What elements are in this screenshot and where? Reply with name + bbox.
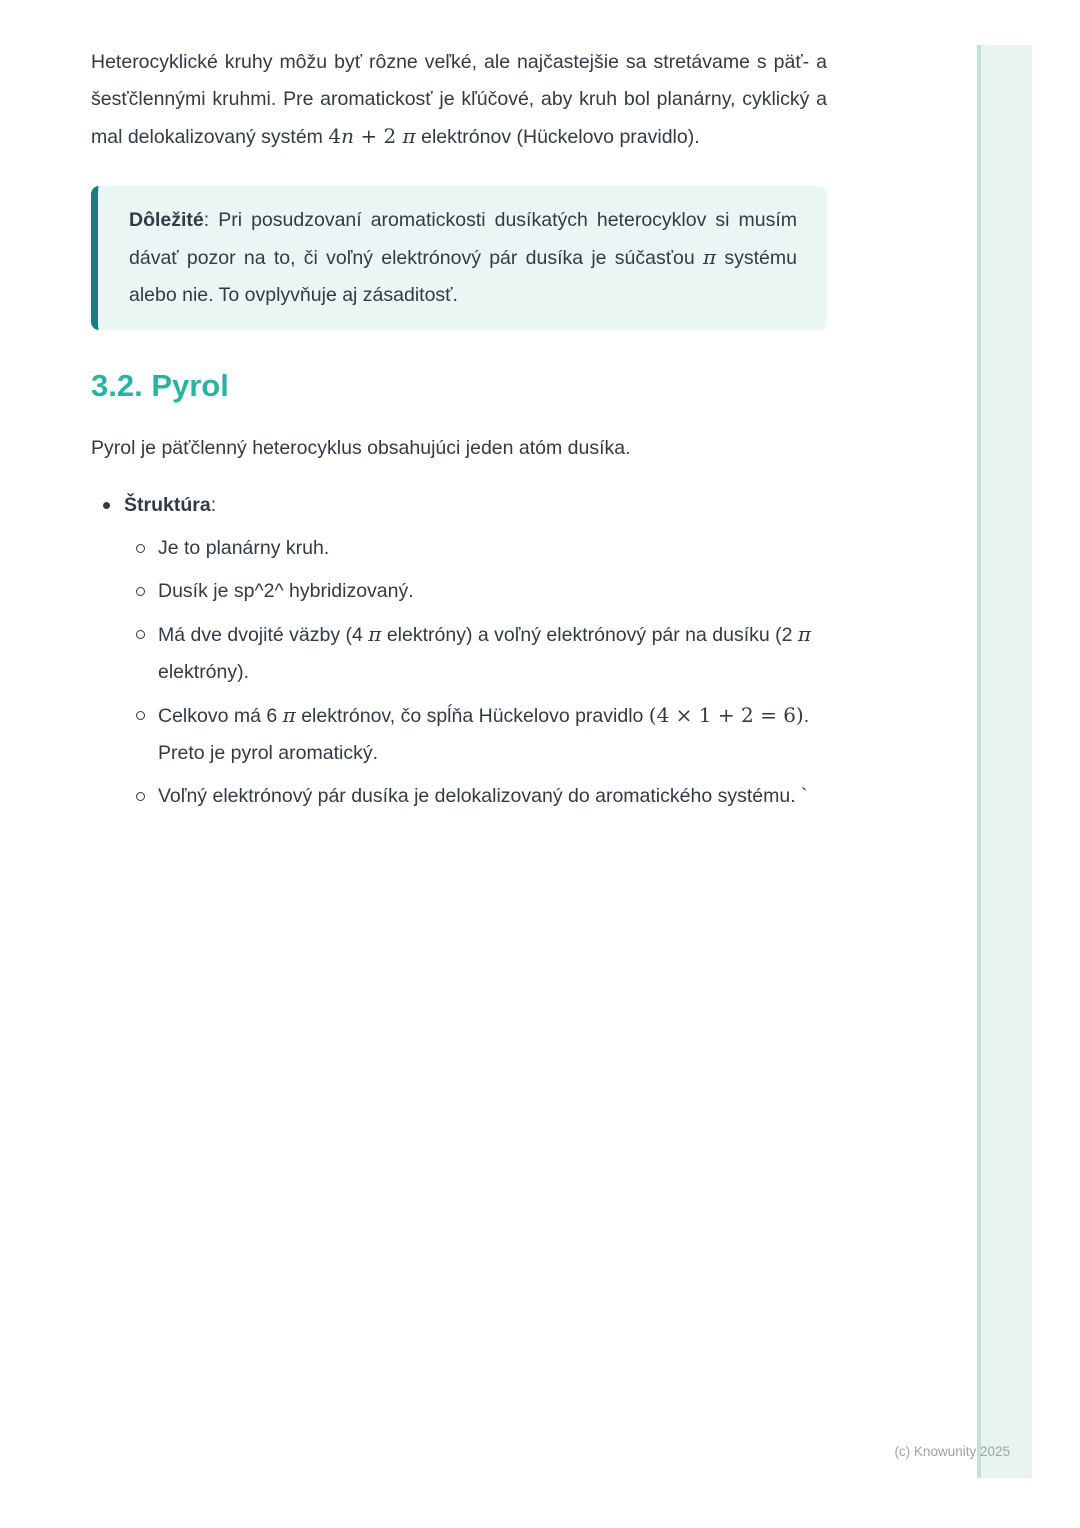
list-subitem-text: [158, 705, 809, 764]
side-accent-bar: [977, 45, 1032, 1478]
circle-bullet-icon: [136, 587, 145, 596]
text-segment: systému alebo nie. To ovplyvňuje aj zásaditosť.: [129, 247, 797, 306]
list-subitem-text: [158, 624, 811, 683]
text-segment: π: [282, 703, 296, 727]
list-subitem: [91, 530, 827, 567]
circle-bullet-icon: [136, 544, 145, 553]
intro-paragraph: [91, 44, 827, 156]
text-segment: 4: [328, 124, 342, 148]
circle-bullet-icon: [136, 792, 145, 801]
text-segment: + 2: [353, 124, 403, 148]
pyrol-paragraph: Pyrol je päťčlenný heterocyklus obsahujúci jeden atóm dusíka.: [91, 437, 631, 459]
list-subitem: [91, 778, 827, 815]
list-subitem-text: [158, 580, 414, 602]
text-segment: Má dve dvojité väzby (4: [158, 624, 369, 646]
list-subitem: [91, 697, 827, 772]
text-segment: : Pri posudzovaní aromatickosti dusíkatých heterocyklov si musím dávať pozor na to, či voľný elektrónový pár dusíka je súčasťou: [129, 209, 797, 269]
callout-text: [129, 202, 797, 314]
text-segment: Celkovo má 6: [158, 705, 283, 727]
list-item-structure: [91, 487, 827, 524]
list-item-text: [124, 494, 216, 516]
text-segment: Voľný elektrónový pár dusíka je delokalizovaný do aromatického systému. `: [158, 785, 808, 807]
text-segment: elektrónov, čo spĺňa Hückelovo pravidlo: [295, 705, 649, 727]
text-segment: elektróny).: [158, 661, 250, 683]
bullet-icon: [103, 502, 110, 509]
section-heading: 3.2. Pyrol: [91, 368, 229, 403]
structure-list: [91, 487, 827, 815]
list-subitem-text: [158, 537, 329, 559]
footer-credit: (c) Knowunity 2025: [894, 1444, 1010, 1459]
list-subitem: [91, 573, 827, 610]
text-segment: . Preto je pyrol aromatický.: [158, 705, 810, 764]
text-segment: π: [368, 622, 382, 646]
text-segment: Dusík je sp^2^ hybridizovaný.: [158, 580, 414, 602]
text-segment: (4 × 1 + 2 = 6): [648, 703, 804, 727]
text-segment: elektrónov (Hückelovo pravidlo).: [415, 126, 700, 148]
list-subitem: [91, 616, 827, 691]
list-subitem-text: [158, 785, 808, 807]
text-segment: π: [702, 245, 717, 269]
text-segment: π: [402, 124, 416, 148]
circle-bullet-icon: [136, 630, 145, 639]
important-callout: [91, 186, 827, 330]
text-segment: n: [341, 124, 354, 148]
text-segment: :: [210, 494, 217, 516]
text-segment: Dôležité: [129, 209, 204, 231]
text-segment: Heterocyklické kruhy môžu byť rôzne veľké, ale najčastejšie sa stretávame s päť- a šesťčlennými kruhmi. Pre aromatickosť je kľúčové, aby kruh bol planárny, cyklický a mal delokalizovaný systém: [91, 51, 827, 148]
text-segment: elektróny) a voľný elektrónový pár na dusíku (2: [381, 624, 798, 646]
circle-bullet-icon: [136, 711, 145, 720]
text-segment: Štruktúra: [124, 494, 211, 516]
text-segment: π: [797, 622, 812, 646]
page-content: [91, 44, 827, 815]
text-segment: Je to planárny kruh.: [158, 537, 330, 559]
